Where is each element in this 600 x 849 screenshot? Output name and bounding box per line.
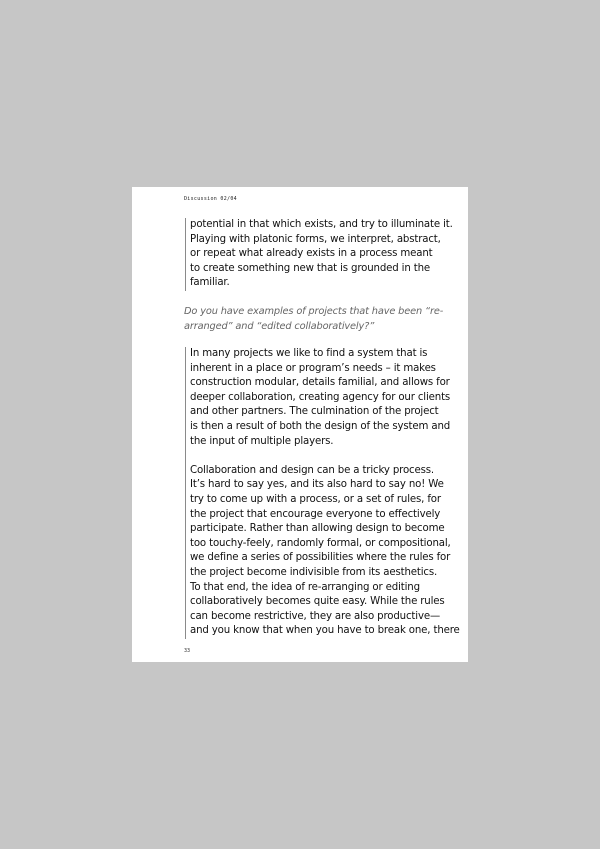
text-line: the project become indivisible from its aesthetics.	[190, 566, 438, 578]
answer-paragraph-one	[190, 347, 460, 449]
text-line: construction modular, details familial, and allows for	[190, 377, 450, 389]
text-line: is then a result of both the design of the system and	[190, 420, 451, 432]
page-number: 33	[184, 648, 191, 654]
continued-answer-block	[185, 218, 460, 291]
text-line: familiar.	[190, 277, 230, 289]
text-line: and you know that when you have to break one, there	[190, 625, 460, 637]
continued-paragraph	[190, 218, 460, 291]
question-line: arranged” and “edited collaboratively?”	[184, 320, 375, 332]
text-line: potential in that which exists, and try to illuminate it.	[190, 219, 453, 230]
text-line: or repeat what already exists in a process meant	[190, 248, 433, 260]
text-line: collaboratively becomes quite easy. While the rules	[190, 596, 445, 608]
text-line: and other partners. The culmination of the project	[190, 406, 439, 418]
interview-question	[184, 305, 454, 334]
running-head: Discussion 02/04	[184, 196, 237, 202]
text-line: It’s hard to say yes, and its also hard to say no! We	[190, 479, 444, 491]
answer-paragraph-two	[190, 464, 460, 639]
book-page	[132, 187, 468, 662]
text-line: try to come up with a process, or a set of rules, for	[190, 493, 441, 505]
text-line: can become restrictive, they are also productive—	[190, 610, 440, 622]
text-line: participate. Rather than allowing design to become	[190, 523, 445, 535]
text-line: Playing with platonic forms, we interpret, abstract,	[190, 233, 441, 245]
text-line: To that end, the idea of re-arranging or editing	[190, 581, 420, 593]
text-line: deeper collaboration, creating agency for our clients	[190, 391, 451, 403]
question-line: Do you have examples of projects that have been “re-	[184, 306, 444, 317]
text-line: Collaboration and design can be a tricky process.	[190, 464, 435, 476]
text-line: we define a series of possibilities where the rules for	[190, 552, 451, 564]
text-line: In many projects we like to find a system that is	[190, 348, 428, 359]
text-line: inherent in a place or program’s needs – it makes	[190, 362, 436, 374]
answer-block	[185, 347, 460, 639]
text-line: too touchy-feely, randomly formal, or compositional,	[190, 537, 451, 549]
text-line: the project that encourage everyone to effectively	[190, 508, 441, 520]
text-line: the input of multiple players.	[190, 435, 334, 447]
text-line: to create something new that is grounded in the	[190, 262, 431, 274]
